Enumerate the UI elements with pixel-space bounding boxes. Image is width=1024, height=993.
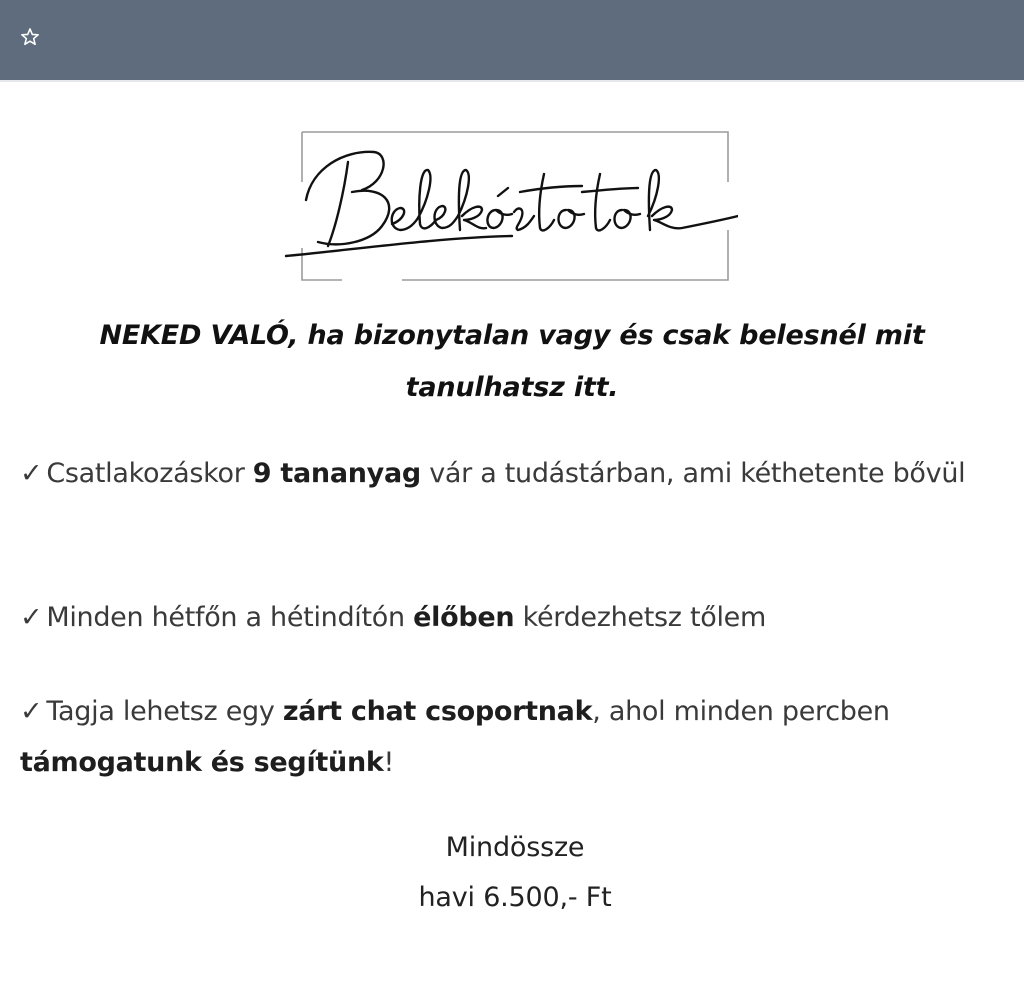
feature-text: Minden hétfőn a hétindítón [46,602,414,633]
brand-logo [282,130,738,286]
check-icon: ✓ [20,458,43,489]
feature-text: Csatlakozáskor [46,458,253,489]
top-bar [0,0,1024,82]
feature-item [20,686,995,788]
feature-item [20,448,995,499]
price-value: havi 6.500,- Ft [418,882,612,913]
headline-line-2: tanulhatsz itt. [405,372,619,403]
headline [40,310,984,414]
feature-text: kérdezhetsz tőlem [514,602,766,633]
feature-highlight: élőben [413,602,515,633]
headline-line-1: NEKED VALÓ, ha bizonytalan vagy és csak belesnél mit [99,320,925,351]
feature-text: Tagja lehetsz egy [46,696,283,727]
feature-text: , ahol minden percben [592,696,890,727]
feature-item [20,592,995,643]
feature-highlight: zárt chat csoportnak [282,696,593,727]
feature-highlight: 9 tananyag [252,458,421,489]
star-icon[interactable] [19,26,41,48]
feature-text: ! [383,747,395,778]
check-icon: ✓ [20,602,43,633]
feature-text: vár a tudástárban, ami kéthetente bővül [420,458,966,489]
feature-highlight: támogatunk és segítünk [20,747,384,778]
price-label: Mindössze [445,832,585,863]
check-icon: ✓ [20,696,43,727]
